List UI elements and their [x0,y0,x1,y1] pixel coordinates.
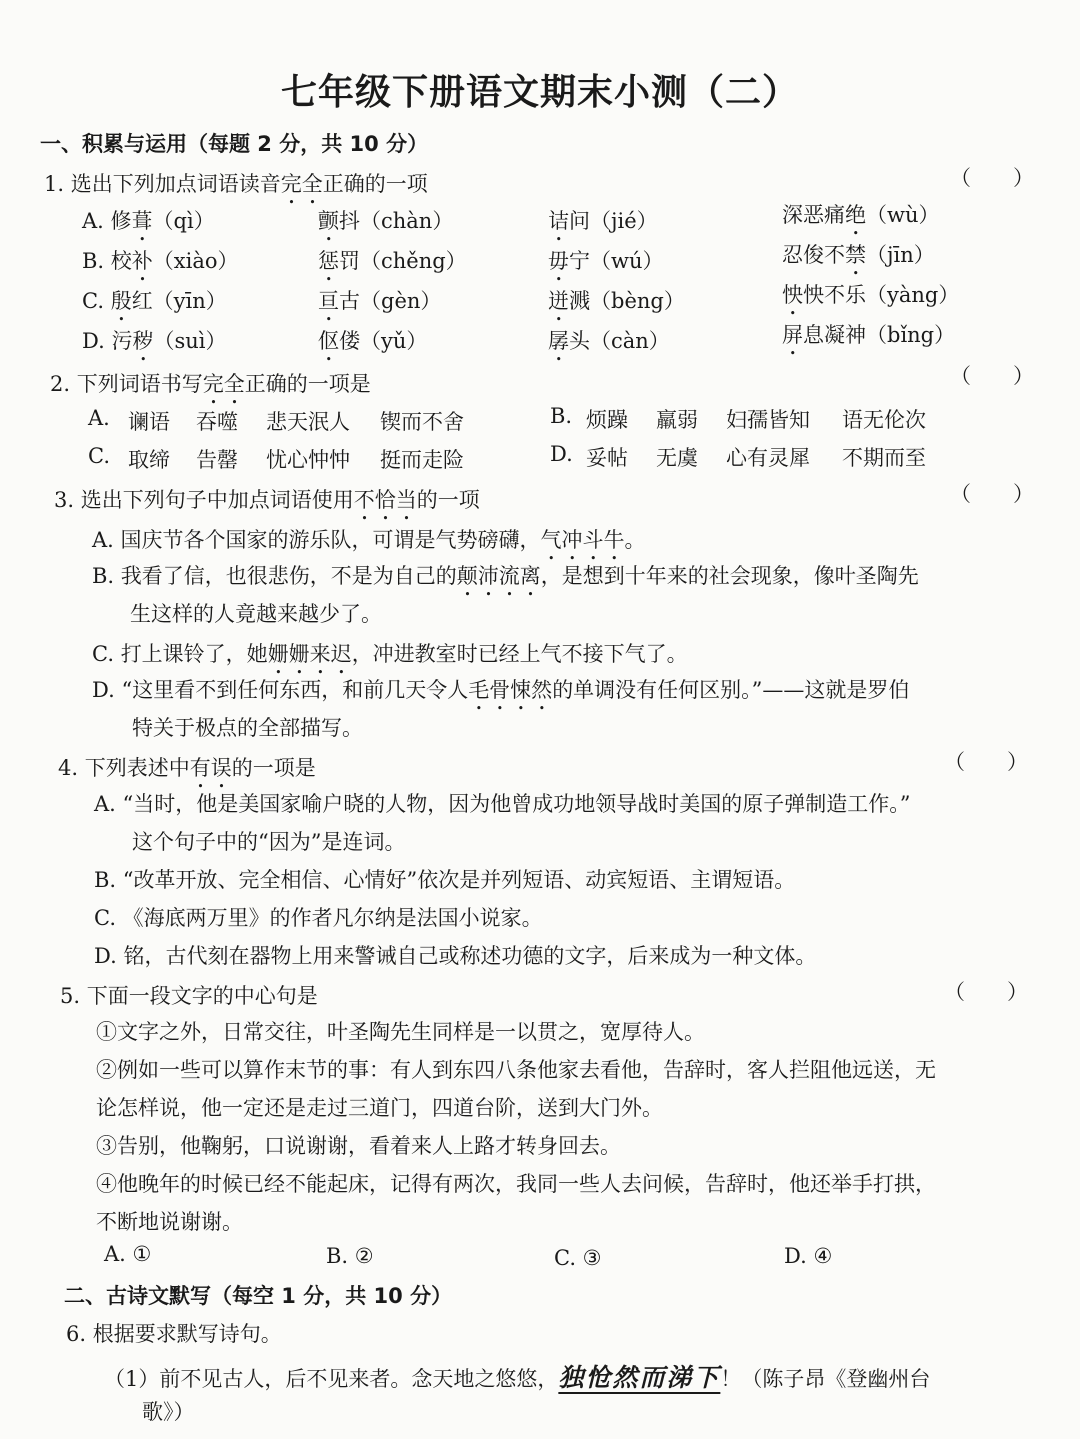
q5-passage-4: ④他晚年的时候已经不能起床，记得有两次，我同一些人去问候，告辞时，他还举手打拱， [96,1172,936,1196]
question-4-stem: 4. 下列表述中有误的一项是 [58,756,316,780]
question-2-stem: 2. 下列词语书写完全正确的一项是 [50,372,371,396]
q2-option-word: 妇孺皆知 [726,408,810,432]
section-heading-2: 二、古诗文默写（每空 1 分，共 10 分） [64,1284,453,1308]
answer-paren-1[interactable]: （ ） [950,166,1034,190]
q2-option-word: 羸弱 [656,408,698,432]
q2-option-word: 锲而不舍 [380,410,464,434]
q4-option-a-cont: 这个句子中的“因为”是连词。 [132,830,406,854]
q1-option-cell: 孱头（càn） [548,329,670,353]
q3-option-d-cont: 特关于极点的全部描写。 [132,716,363,740]
q2-option-word: 妥帖 [586,446,628,470]
q5-passage-4-cont: 不断地说谢谢。 [96,1210,243,1234]
q1-option-cell: 迸溅（bèng） [548,289,685,313]
q1-option-cell: A. 修葺（qì） [82,209,215,233]
question-3-stem: 3. 选出下列句子中加点词语使用不恰当的一项 [54,488,480,512]
q3-option-c: C. 打上课铃了，她姗姗来迟，冲进教室时已经上气不接下气了。 [92,642,688,666]
q2-option-label[interactable]: D. [550,442,573,466]
q1-option-cell: 亘古（gèn） [318,289,442,313]
q2-option-word: 忧心忡忡 [266,448,350,472]
q1-option-cell: 屏息凝神（bǐng） [782,323,956,347]
q1-option-cell: C. 殷红（yīn） [82,289,227,313]
answer-paren-5[interactable]: （ ） [944,980,1028,1004]
section-heading-1: 一、积累与运用（每题 2 分，共 10 分） [40,132,429,156]
q2-option-label[interactable]: C. [88,444,110,468]
q6-item-1-cont: 歌》） [142,1400,195,1424]
q1-option-cell: 伛偻（yǔ） [318,329,428,353]
q4-option-a: A. “当时，他是美国家喻户晓的人物，因为他曾成功地领导战时美国的原子弹制造工作。” [94,792,911,816]
q2-option-label[interactable]: A. [88,406,110,430]
q4-option-d: D. 铭，古代刻在器物上用来警诫自己或称述功德的文字，后来成为一种文体。 [94,944,817,968]
handwritten-answer[interactable]: 独怆然而涕下 [558,1363,721,1392]
q5-passage-2: ②例如一些可以算作末节的事：有人到东四八条他家去看他，告辞时，客人拦阻他远送，无 [96,1058,936,1082]
q3-option-b: B. 我看了信，也很悲伤，不是为自己的颠沛流离，是想到十年来的社会现象，像叶圣陶先 [92,564,919,588]
question-5-stem: 5. 下面一段文字的中心句是 [60,984,318,1008]
q1-option-cell: 深恶痛绝（wù） [782,203,940,227]
q1-option-cell: 忍俊不禁（jīn） [782,243,935,267]
q1-option-cell: 毋宁（wú） [548,249,664,273]
q3-option-b-cont: 生这样的人竟越来越少了。 [130,602,382,626]
answer-paren-4[interactable]: （ ） [944,750,1028,774]
q3-option-a: A. 国庆节各个国家的游乐队，可谓是气势磅礴，气冲斗牛。 [92,528,646,552]
q2-option-word: 谰语 [128,410,170,434]
question-1-stem: 1. 选出下列加点词语读音完全正确的一项 [44,172,428,196]
q2-option-word: 吞噬 [196,410,238,434]
q1-option-cell: 怏怏不乐（yàng） [782,283,960,307]
q1-option-cell: D. 污秽（suì） [82,329,227,353]
q2-option-word: 挺而走险 [380,448,464,472]
q5-option-c[interactable]: C. ③ [554,1246,602,1270]
q4-option-b: B. “改革开放、完全相信、心情好”依次是并列短语、动宾短语、主谓短语。 [94,868,796,892]
q6-item-1: （1）前不见古人，后不见来者。念天地之悠悠，独怆然而涕下！（陈子昂《登幽州台 [104,1363,931,1392]
q5-option-a[interactable]: A. ① [104,1242,152,1266]
q5-option-b[interactable]: B. ② [326,1244,374,1268]
q4-option-c: C. 《海底两万里》的作者凡尔纳是法国小说家。 [94,906,543,930]
q2-option-word: 心有灵犀 [726,446,810,470]
q2-option-word: 烦躁 [586,408,628,432]
q2-option-word: 无虞 [656,446,698,470]
q5-passage-3: ③告别，他鞠躬，口说谢谢，看着来人上路才转身回去。 [96,1134,621,1158]
q5-passage-2-cont: 论怎样说，他一定还是走过三道门，四道台阶，送到大门外。 [96,1096,663,1120]
q2-option-word: 告罄 [196,448,238,472]
q2-option-word: 取缔 [128,448,170,472]
answer-paren-2[interactable]: （ ） [950,364,1034,388]
q2-option-word: 不期而至 [842,446,926,470]
page-title: 七年级下册语文期末小测（二） [280,72,799,113]
q5-option-d[interactable]: D. ④ [784,1244,833,1268]
q2-option-word: 悲天泯人 [266,410,350,434]
q2-option-label[interactable]: B. [550,404,573,428]
q1-option-cell: 颤抖（chàn） [318,209,454,233]
q1-option-cell: B. 校补（xiào） [82,249,239,273]
q1-option-cell: 诘问（jié） [548,209,658,233]
answer-paren-3[interactable]: （ ） [950,482,1034,506]
q3-option-d: D. “这里看不到任何东西，和前几天令人毛骨悚然的单调没有任何区别。”——这就是罗伯 [92,678,910,702]
q2-option-word: 语无伦次 [842,408,926,432]
question-6-stem: 6. 根据要求默写诗句。 [66,1322,282,1346]
q1-option-cell: 惩罚（chěng） [318,249,467,273]
q5-passage-1: ①文字之外，日常交往，叶圣陶先生同样是一以贯之，宽厚待人。 [96,1020,705,1044]
